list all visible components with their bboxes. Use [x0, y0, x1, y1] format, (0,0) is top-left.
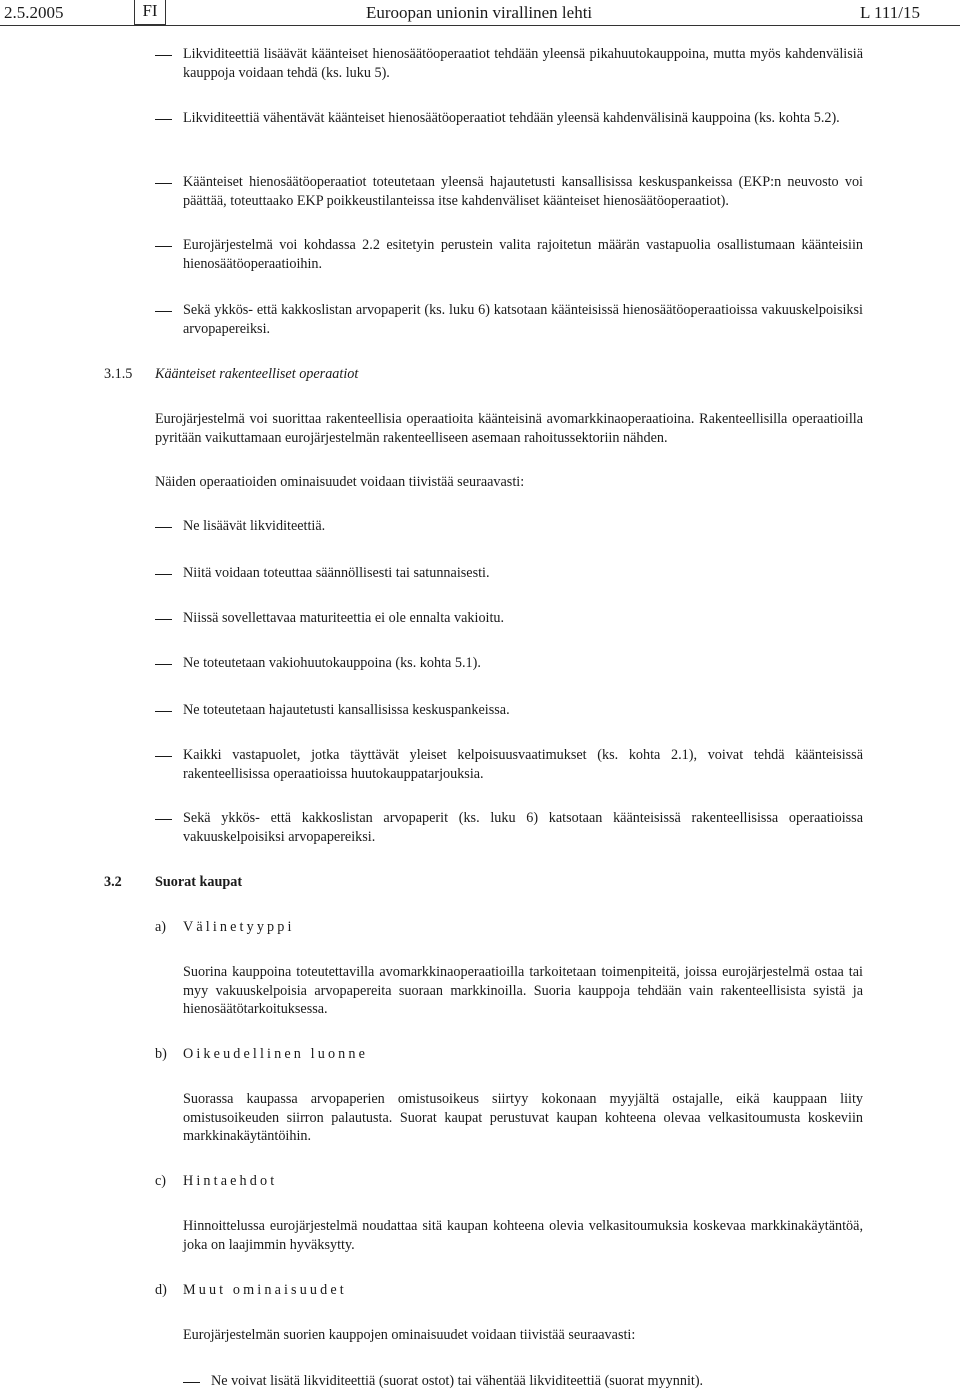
item-letter: a)	[155, 919, 167, 935]
bullet-dash	[155, 711, 172, 712]
bullet-dash	[155, 756, 172, 757]
list-item: Ne voivat lisätä likviditeettiä (suorat ostot) tai vähentää likviditeettiä (suorat myynnit).	[211, 1373, 704, 1389]
bullet-dash	[155, 574, 172, 575]
bullet-dash	[155, 246, 172, 247]
item-letter: b)	[155, 1046, 167, 1062]
bullet-dash	[183, 1382, 200, 1383]
intro-bullet-2: Likviditeettiä vähentävät käänteiset hienosäätöoperaatiot tehdään yleensä kahdenvälisinä kauppoina (ks. kohta 5.2).	[183, 110, 840, 126]
section-title: Käänteiset rakenteelliset operaatiot	[155, 366, 359, 382]
intro-bullet-5: Sekä ykkös- että kakkoslistan arvopaperit (ks. luku 6) katsotaan käänteisissä hienosäätöoperaatioissa vakuuskelpoisiksi arvopapereiksi.	[183, 302, 863, 337]
bullet-dash	[155, 819, 172, 820]
list-item: Niissä sovellettavaa maturiteettia ei ole ennalta vakioitu.	[183, 610, 505, 626]
bullet-dash	[155, 119, 172, 120]
bullet-dash	[155, 619, 172, 620]
list-item: Ne toteutetaan hajautetusti kansallisissa keskuspankeissa.	[183, 702, 510, 718]
list-item: Kaikki vastapuolet, jotka täyttävät yleiset kelpoisuusvaatimukset (ks. kohta 2.1), voivat tehdä käänteisissä rakenteellisissa operaatioissa huutokauppatarjouksia.	[183, 747, 863, 782]
item-letter: c)	[155, 1173, 167, 1189]
item-text: Suorassa kaupassa arvopaperien omistusoikeus siirtyy kokonaan myyjältä ostajalle, eikä kauppaan liity omistusoikeuden siirron palautusta. Suorat kaupat perustuvat kaupan kohteena olevaa velkasitoumusta koskeviin markkinakäytäntöihin.	[183, 1091, 863, 1144]
header-date: 2.5.2005	[4, 3, 64, 22]
language-code: FI	[134, 0, 166, 25]
journal-title: Euroopan unionin virallinen lehti	[366, 3, 593, 22]
item-heading: Muut ominaisuudet	[183, 1282, 347, 1298]
item-heading: Hintaehdot	[183, 1173, 278, 1189]
bullet-dash	[155, 55, 172, 56]
section-number: 3.2	[104, 874, 122, 890]
item-text: Eurojärjestelmän suorien kauppojen ominaisuudet voidaan tiivistää seuraavasti:	[183, 1327, 636, 1343]
intro-bullet-4: Eurojärjestelmä voi kohdassa 2.2 esitetyin perustein valita rajoitetun määrän vastapuolia osallistumaan käänteisiin hienosäätöoperaatioihin.	[183, 237, 863, 272]
item-heading: Välinetyyppi	[183, 919, 295, 935]
section-paragraph: Eurojärjestelmä voi suorittaa rakenteellisia operaatioita käänteisinä avomarkkinaoperaatioina. Rakenteellisilla operaatioilla pyritään vaikuttamaan eurojärjestelmän rakenteelliseen asemaan rahoitussektoriin nähden.	[155, 411, 863, 446]
section-number: 3.1.5	[104, 366, 133, 382]
page-reference: L 111/15	[860, 3, 920, 22]
bullet-dash	[155, 664, 172, 665]
intro-bullet-3: Käänteiset hienosäätöoperaatiot toteutetaan yleensä hajautetusti kansallisissa keskuspankeissa (EKP:n neuvosto voi päättää, toteuttaako EKP poikkeustilanteissa itse kahdenväliset käänteiset hienosäätöoperaatiot).	[183, 174, 863, 209]
item-heading: Oikeudellinen luonne	[183, 1046, 369, 1062]
item-text: Suorina kauppoina toteutettavilla avomarkkinaoperaatioilla tarkoitetaan toimenpiteitä, joissa eurojärjestelmä ostaa tai myy vakuuskelpoisia arvopapereita suoraan markkinoilla. Suoria kauppoja tehdään vain rakenteellisista syistä ja hienosäätötarkoituksessa.	[183, 964, 863, 1017]
bullet-dash	[155, 183, 172, 184]
list-item: Ne toteutetaan vakiohuutokauppoina (ks. kohta 5.1).	[183, 655, 481, 671]
list-item: Sekä ykkös- että kakkoslistan arvopaperit (ks. luku 6) katsotaan käänteisissä rakenteellisissa operaatioissa vakuuskelpoisiksi arvopapereiksi.	[183, 810, 863, 845]
bullet-dash	[155, 311, 172, 312]
item-text: Hinnoittelussa eurojärjestelmä noudattaa sitä kaupan kohteena olevia velkasitoumuksia koskevaa markkinakäytäntöä, joka on laajimmin hyväksytty.	[183, 1218, 863, 1253]
list-item: Niitä voidaan toteuttaa säännöllisesti tai satunnaisesti.	[183, 565, 490, 581]
list-item: Ne lisäävät likviditeettiä.	[183, 518, 326, 534]
header-rule	[0, 25, 960, 26]
item-letter: d)	[155, 1282, 167, 1298]
section-paragraph: Näiden operaatioiden ominaisuudet voidaan tiivistää seuraavasti:	[155, 474, 525, 490]
bullet-dash	[155, 527, 172, 528]
intro-bullet-1: Likviditeettiä lisäävät käänteiset hienosäätöoperaatiot tehdään yleensä pikahuutokauppoina, mutta myös kahdenvälisiä kauppoja voidaan tehdä (ks. luku 5).	[183, 46, 863, 81]
section-title: Suorat kaupat	[155, 874, 243, 890]
